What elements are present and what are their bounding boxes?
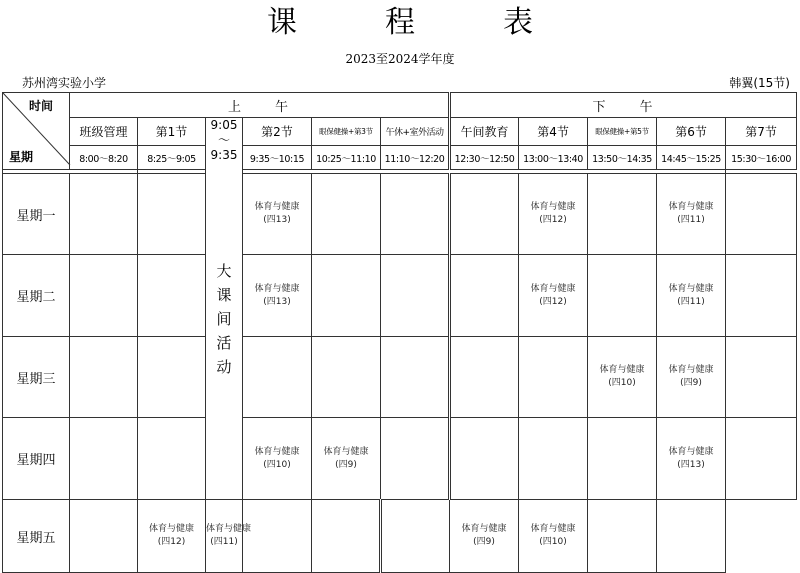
title-char: 程 [385, 5, 415, 40]
class-room: (四9) [335, 459, 357, 470]
schedule-cell [519, 173, 588, 255]
schedule-cell [243, 336, 312, 418]
period-time: 12:30～12:50 [450, 145, 519, 170]
morning-header: 上 午 [70, 93, 450, 118]
schedule-cell [312, 418, 381, 500]
schedule-cell [657, 418, 726, 500]
schedule-cell [138, 500, 206, 573]
schedule-cell [70, 336, 138, 418]
schedule-cell [726, 173, 797, 255]
schedule-cell [450, 500, 519, 573]
table-row [3, 173, 797, 255]
schedule-cell [243, 255, 312, 337]
class-subject: 体育与健康 [668, 446, 714, 457]
class-subject: 体育与健康 [254, 283, 300, 294]
class-subject: 体育与健康 [254, 202, 300, 213]
class-room: (四9) [473, 537, 495, 547]
schedule-cell [243, 418, 312, 500]
table-row [3, 500, 797, 573]
schedule-cell [138, 336, 206, 418]
schedule-cell [70, 500, 138, 573]
title-char: 课 [267, 5, 297, 40]
big-break-activity-char: 大 [216, 262, 232, 280]
schedule-cell [138, 173, 206, 255]
class-subject: 体育与健康 [530, 524, 576, 534]
big-break-activity-char: 活 [216, 334, 232, 352]
class-room: (四12) [539, 296, 567, 307]
period-time: 15:30～16:00 [726, 145, 797, 170]
day-label: 星期二 [3, 255, 70, 337]
big-break-tilde: ～ [217, 133, 230, 147]
big-break-end: 9:35 [210, 148, 238, 162]
schedule-cell [70, 173, 138, 255]
period-label: 第1节 [138, 118, 206, 146]
period-time: 13:50～14:35 [588, 145, 657, 170]
day-label: 星期五 [3, 500, 70, 573]
big-break-activity-char: 间 [216, 310, 232, 328]
class-room: (四12) [157, 537, 186, 547]
teacher-name: 韩翼(15节) [729, 76, 790, 90]
class-subject: 体育与健康 [461, 524, 507, 534]
period-time: 9:35～10:15 [243, 145, 312, 170]
table-row [3, 255, 797, 337]
period-label: 第6节 [657, 118, 726, 146]
day-label: 星期四 [3, 418, 70, 500]
corner-time-label: 时间 [28, 99, 53, 113]
schedule-cell [726, 255, 797, 337]
period-time: 13:00～13:40 [519, 145, 588, 170]
period-label: 眼保健操+第5节 [588, 118, 657, 146]
schedule-cell [519, 500, 588, 573]
class-room: (四13) [263, 215, 291, 226]
schedule-cell [519, 418, 588, 500]
class-room: (四10) [263, 459, 291, 470]
big-break-activity-char: 课 [216, 286, 232, 304]
schedule-cell [588, 173, 657, 255]
class-room: (四13) [677, 459, 705, 470]
class-room: (四9) [680, 378, 702, 389]
schedule-cell [381, 255, 450, 337]
class-subject: 体育与健康 [668, 365, 714, 376]
schedule-cell [588, 336, 657, 418]
period-label: 午休+室外活动 [381, 118, 450, 146]
schedule-cell [588, 418, 657, 500]
big-break-column [206, 118, 243, 500]
class-room: (四10) [608, 378, 636, 389]
period-time: 11:10～12:20 [381, 145, 450, 170]
schedule-cell [588, 500, 657, 573]
corner-day-label: 星期 [9, 150, 34, 165]
class-room: (四12) [539, 215, 567, 226]
schedule-cell [450, 336, 519, 418]
class-subject: 体育与健康 [668, 202, 714, 213]
schedule-cell [657, 500, 726, 573]
schedule-cell [726, 418, 797, 500]
period-label: 第4节 [519, 118, 588, 146]
schedule-cell [70, 418, 138, 500]
period-time: 10:25～11:10 [312, 145, 381, 170]
day-label: 星期一 [3, 173, 70, 255]
corner-cell [3, 93, 70, 170]
class-subject: 体育与健康 [148, 524, 194, 534]
table-row [3, 336, 797, 418]
schedule-cell [206, 500, 252, 573]
class-subject: 体育与健康 [254, 446, 300, 457]
schedule-cell [381, 500, 450, 573]
class-room: (四13) [263, 296, 291, 307]
schedule-cell [138, 255, 206, 337]
schedule-cell [243, 173, 312, 255]
schedule-cell [312, 173, 381, 255]
schedule-cell [381, 418, 450, 500]
class-subject: 体育与健康 [206, 524, 252, 534]
big-break-activity-char: 动 [216, 358, 232, 376]
class-room: (四11) [677, 215, 705, 226]
schedule-cell [312, 255, 381, 337]
period-label: 第2节 [243, 118, 312, 146]
period-label: 第7节 [726, 118, 797, 146]
period-time: 8:25～9:05 [138, 145, 206, 170]
schedule-cell [657, 336, 726, 418]
schedule-cell [450, 255, 519, 337]
schedule-cell [657, 255, 726, 337]
schedule-cell [381, 173, 450, 255]
class-subject: 体育与健康 [323, 446, 369, 457]
schedule-cell [450, 418, 519, 500]
class-room: (四11) [210, 537, 238, 547]
class-room: (四10) [539, 537, 567, 547]
title-char: 表 [503, 5, 533, 40]
timetable [2, 92, 797, 573]
schedule-cell [381, 336, 450, 418]
schedule-cell [312, 500, 381, 573]
period-time: 8:00～8:20 [70, 145, 138, 170]
day-label: 星期三 [3, 336, 70, 418]
period-label: 班级管理 [70, 118, 138, 146]
schedule-cell [312, 336, 381, 418]
class-subject: 体育与健康 [599, 365, 645, 376]
schedule-cell [70, 255, 138, 337]
schedule-cell [588, 255, 657, 337]
schedule-cell [450, 173, 519, 255]
school-name: 苏州湾实验小学 [22, 76, 107, 90]
schedule-cell [726, 336, 797, 418]
period-time: 14:45～15:25 [657, 145, 726, 170]
afternoon-header: 下 午 [450, 93, 797, 118]
school-year: 2023至2024学年度 [345, 52, 455, 66]
class-room: (四11) [677, 296, 705, 307]
schedule-cell [138, 418, 206, 500]
period-label: 眼保健操+第3节 [312, 118, 381, 146]
class-subject: 体育与健康 [530, 283, 576, 294]
timetable-title [0, 4, 800, 42]
schedule-cell [519, 336, 588, 418]
big-break-start: 9:05 [210, 118, 238, 132]
schedule-cell [657, 173, 726, 255]
schedule-cell [519, 255, 588, 337]
schedule-cell [243, 500, 312, 573]
class-subject: 体育与健康 [530, 202, 576, 213]
table-row [3, 418, 797, 500]
class-subject: 体育与健康 [668, 283, 714, 294]
period-label: 午间教育 [450, 118, 519, 146]
